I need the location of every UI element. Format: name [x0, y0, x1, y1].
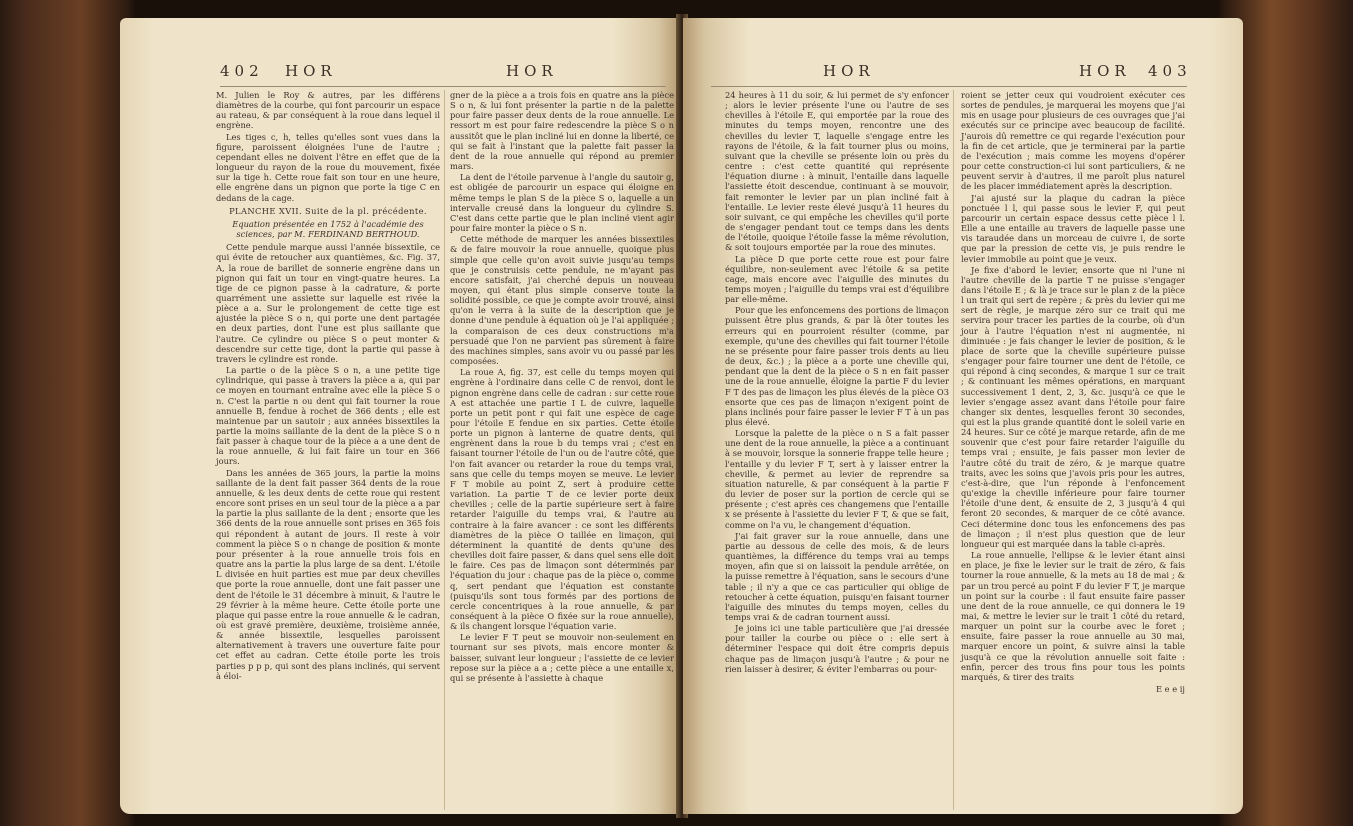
text-column-2	[450, 90, 674, 684]
paragraph: Cette méthode de marquer les années bissextiles & de faire mouvoir la roue annuelle, quoique plus simple que celle qu'on avoit suivie jusqu'au temps que je construisis cette pendule, ne m'ayant pas encore satisfait, j'ai cherché depuis un nouveau moyen, qui étant plus simple conserve toute la solidité possible, ce que je compte avoir trouvé, ainsi qu'on le verra à la suite de la description que je donne d'une pendule à équation où je l'ai appliquée ; la comparaison de ces deux constructions m'a persuadé que l'on ne parvient pas sûrement à faire des machines simples, sans avoir vu ou passé par les composées.	[450, 234, 674, 367]
column-divider	[953, 90, 954, 810]
paragraph: Pour que les enfoncemens des portions de limaçon puissent être plus grands, & par là ôter toutes les erreurs qui en pourroient résulter (comme, par exemple, qu'une des chevilles qui fait tourner l'étoile ne se présente pour faire passer trois dents au lieu de deux, &c.) ; la pièce a a porte une cheville qui, pendant que la dent de la pièce o S n en fait passer une de la roue annuelle, éloigne la partie F du levier F T des pas de limaçon les plus élevés de la pièce O3 ensorte que ces pas de limaçon n'exigent point de plans inclinés pour faire passer le levier F T à un pas plus élevé.	[725, 305, 949, 427]
paragraph: La roue annuelle, l'ellipse & le levier étant ainsi en place, je fixe le levier sur le trait de zéro, & fais tourner la roue annuelle, & la mets au 18 de mai ; & par un trou percé au point F du levier F T, je marque un point sur la courbe : il faut ensuite faire passer une dent de la roue annuelle, ce qui donnera le 19 mai, & mettre le levier sur le trait 1 côté du retard, marquer un point sur la courbe avec le foret ; ensuite, faire passer la roue annuelle au 30 mai, marquer encore un point, & suivre ainsi la table jusqu'à ce que la révolution annuelle soit faite : enfin, percer des trous fins pour tous les points marqués, & tirer des traits	[961, 550, 1185, 682]
paragraph: La roue A, fig. 37, est celle du temps moyen qui engrène à l'ordinaire dans celle C de renvoi, dont le pignon engrène dans celle de cadran : sur cette roue A est attachée une partie I L de cuivre, laquelle porte un petit pont r qui fait une espèce de cage pour l'étoile E fendue en six parties. Cette étoile porte un pignon à lanterne de quatre dents, qui engrènent dans la roue b du temps vrai ; c'est en faisant tourner l'étoile de l'un ou de l'autre côté, que l'on fait avancer ou retarder la roue du temps vrai, sans que celle du temps moyen se meuve. Le levier F T mobile au point Z, sert à produire cette variation. La partie T de ce levier porte deux chevilles ; celle de la partie supérieure sert à faire retarder l'aiguille du temps vrai, & l'autre au contraire à la faire avancer : ce sont les différents diamètres de la pièce O taillée en limaçon, qui déterminent la quantité de dents qu'une des chevilles doit faire passer, & dans quel sens elle doit le faire. Ces pas de limaçon sont déterminés par l'équation du jour : chaque pas de la pièce o, comme q, sert pendant que l'équation est constante (puisqu'ils sont tous formés par des portions de cercle concentriques à la roue annuelle, & par conséquent à la pièce O fixée sur la roue annuelle), & ils changent lorsque l'équation varie.	[450, 367, 674, 632]
paragraph: Cette pendule marque aussi l'année bissextile, ce qui évite de retoucher aux quantièmes, &c. Fig. 37, A, la roue de barillet de sonnerie engrène dans un pignon qui fait un tour en vingt-quatre heures. La tige de ce pignon passe à la cadrature, & porte quarrément une assiette sur laquelle est rivée la pièce a a. Sur le prolongement de cette tige est ajustée la pièce S o n, qui porte une dent partagée en deux parties, dont l'une est plus saillante que l'autre. Ce cylindre ou pièce S o peut monter & descendre sur cette tige, dont la partie qui passe à travers le cylindre est ronde.	[216, 242, 440, 364]
paragraph: Je fixe d'abord le levier, ensorte que ni l'une ni l'autre cheville de la partie T ne puisse s'engager dans l'étoile E ; & là je trace sur le plan z de la pièce l un trait qui sert de repère ; & près du levier qui me sert de règle, je marque zéro sur ce trait qui me servira pour tracer les parties de la courbe, où d'un jour à l'autre l'équation n'est ni augmentée, ni diminuée : je fais changer le levier de position, & le place de sorte que la cheville supérieure puisse s'engager pour faire tourner une dent de l'étoile, ce qui répond à cinq secondes, & marque 1 sur ce trait ; & continuant les mêmes opérations, en marquant successivement 1 dent, 2, 3, &c. jusqu'à ce que le levier s'engage assez avant dans l'étoile pour faire changer six dentes, lesquelles feront 30 secondes, qui est la plus grande quantité dont le soleil varie en 24 heures. Sur ce côté je marque retarde, afin de me souvenir que c'est pour faire retarder l'aiguille du temps vrai ; ensuite, je fais passer mon levier de l'autre côté du trait de zéro, & je marque quatre traits, avec les soins que j'avois pris pour les autres, c'est-à-dire, que l'un réponde à l'enfoncement qu'exige la cheville inférieure pour faire tourner l'étoile d'une dent, & ensuite de 2, 3 jusqu'à 4 qui feront 20 secondes, & marquer de ce côté avance. Ceci détermine donc tous les enfoncemens des pas de limaçon ; il n'est plus question que de leur longueur qui est marquée dans la table ci-après.	[961, 264, 1185, 549]
right-page	[683, 18, 1243, 814]
paragraph: La pièce D que porte cette roue est pour faire équilibre, non-seulement avec l'étoile & sa petite cage, mais encore avec l'aiguille des minutes du temps moyen ; l'aiguille du temps vrai est d'équilibre par elle-même.	[725, 253, 949, 305]
header-rule	[220, 86, 666, 87]
text-column-1	[216, 90, 440, 682]
page-number-left: 402	[220, 62, 264, 80]
paragraph: Les tiges c, h, telles qu'elles sont vues dans la figure, paroissent éloignées l'une de l'autre ; cependant elles ne doivent l'être en effet que de la longueur du rayon de la roue du mouvement, fixée sur la tige h. Cette roue fait son tour en une heure, elle engrène dans un pignon que porte la tige C en dedans de la cage.	[216, 131, 440, 203]
paragraph: Je joins ici une table particulière que j'ai dressée pour tailler la courbe ou pièce o : elle sert à déterminer l'espace qui doit être compris depuis chaque pas de limaçon jusqu'à l'autre ; & pour ne rien laisser à desirer, & éviter l'embarras ou pour-	[725, 623, 949, 674]
paragraph: La partie o de la pièce S o n, a une petite tige cylindrique, qui passe à travers la pièce a a, qui par ce moyen en tournant entraîne avec elle la pièce S o n. C'est la partie n ou dent qui fait tourner la roue annuelle B, fendue à rochet de 366 dents ; elle est maintenue par un sautoir ; aux années bissextiles la partie la moins saillante de la dent de la pièce S o n fait passer à chaque tour de la pièce a a une dent de la roue annuelle, & lui fait faire un tour en 366 jours.	[216, 365, 440, 467]
page-number-right: 403	[1148, 62, 1192, 80]
text-column-4	[961, 90, 1185, 695]
running-head-right-2: HOR	[1079, 62, 1131, 80]
paragraph: Dans les années de 365 jours, la partie la moins saillante de la dent fait passer 364 dents de la roue annuelle, & les deux dents de cette roue qui restent encore sont prises en un seul tour de la pièce a a par la partie la plus saillante de la dent ; ensorte que les 366 dents de la roue annuelle sont prises en 365 fois qui répondent à autant de jours. Il reste à voir comment la pièce S o n change de position & monte pour présenter à la roue annuelle trois fois en quatre ans la partie la plus large de sa dent. L'étoile L divisée en huit parties est mue par deux chevilles que porte la roue annuelle, dont une fait passer une dent de l'étoile le 31 décembre à minuit, & l'autre le 29 février à la même heure. Cette étoile porte une plaque qui passe entre la roue annuelle & le cadran, où est gravé première, deuxième, troisième année, & année bissextile, lesquelles paroissent alternativement à travers une ouverture faite pour cet effet au cadran. Cette étoile porte les trois parties p p p, qui sont des plans inclinés, qui servent à éloi-	[216, 467, 440, 681]
paragraph: roient se jetter ceux qui voudroient exécuter ces sortes de pendules, je marquerai les moyens que j'ai mis en usage pour plusieurs de ces ouvrages que j'ai exécutés sur ce principe avec beaucoup de facilité. J'aurois dû remettre ce qui regarde l'exécution pour la fin de cet article, que je terminerai par la partie de l'exécution ; mais comme les moyens d'opérer pour cette construction-ci lui sont particuliers, & ne peuvent servir à d'autres, il me paroît plus naturel de les placer immédiatement après la description.	[961, 90, 1185, 192]
paragraph: Le levier F T peut se mouvoir non-seulement en tournant sur ses pivots, mais encore monter & baisser, suivant leur longueur ; l'assiette de ce levier repose sur la pièce a a ; cette pièce a une entaille x, qui se présente à l'assiette à chaque	[450, 632, 674, 683]
signature-mark: E e e ij	[1155, 684, 1185, 695]
paragraph: M. Julien le Roy & autres, par les différens diamètres de la courbe, qui font parcourir un espace au rateau, & par conséquent à la roue dans lequel il engrène.	[216, 90, 440, 131]
section-title: PLANCHE XVII. Suite de la pl. précédente.	[229, 205, 427, 216]
paragraph: gner de la pièce a a trois fois en quatre ans la pièce S o n, & lui font présenter la partie n de la palette pour faire passer deux dents de la roue annuelle. Le ressort m est pour faire redescendre la pièce S o n aussitôt que le plan incliné lui en donne la liberté, ce qui se fait à l'instant que la palette fait passer la dent de la roue annuelle qui répond au premier mars.	[450, 90, 674, 172]
running-head-right-1: HOR	[823, 62, 875, 80]
paragraph: J'ai fait graver sur la roue annuelle, dans une partie au dessous de celle des mois, & de leurs quantièmes, la différence du temps vrai au temps moyen, afin que si on laissoit la pendule arrêtée, on la puisse remettre à l'équation, sans le secours d'une table ; il n'y a que ce cas particulier qui oblige de retoucher à cette équation, puisqu'en faisant tourner l'aiguille des minutes du temps moyen, celles du temps vrai & de cadran tournent aussi.	[725, 530, 949, 622]
left-page	[120, 18, 680, 814]
paragraph: La dent de l'étoile parvenue à l'angle du sautoir g, est obligée de parcourir un espace qui éloigne en même temps le plan S de la pièce S o, laquelle a un intervalle creusé dans la longueur du cylindre S. C'est dans cette partie que le plan incliné vient agir pour faire monter la pièce o S n.	[450, 172, 674, 234]
paragraph: 24 heures à 11 du soir, & lui permet de s'y enfoncer ; alors le levier présente l'une ou l'autre de ses chevilles à l'étoile E, qui emportée par la roue des minutes du temps moyen, rencontre une des chevilles du levier T, laquelle s'engage entre les rayons de l'étoile, & la fait tourner plus ou moins, suivant que la cheville se présente loin ou près du centre : c'est cette quantité qui représente l'équation diurne : à minuit, l'entaille dans laquelle l'assiette étoit descendue, continuant à se mouvoir, fait remonter le levier par un plan incliné fait à l'entaille. Le levier reste élevé jusqu'à 11 heures du soir suivant, ce qui empêche les chevilles qu'il porte de s'engager pendant tout ce temps dans les dents de l'étoile, quoique l'étoile fasse la même révolution, & soit toujours emportée par la roue des minutes.	[725, 90, 949, 253]
header-rule	[711, 86, 1187, 87]
paragraph: J'ai ajusté sur la plaque du cadran la pièce ponctuée l l, qui passe sous le levier F, qui peut parcourir un certain espace dessus cette pièce l l. Elle a une entaille au travers de laquelle passe une vis taraudée dans un morceau de cuivre i, de sorte que par la pression de cette vis, je puis rendre le levier immobile au point que je veux.	[961, 192, 1185, 264]
running-head-left-2: HOR	[506, 62, 558, 80]
running-head-left-1: HOR	[285, 62, 337, 80]
paragraph: Lorsque la palette de la pièce o n S a fait passer une dent de la roue annuelle, la pièce a a continuant à se mouvoir, lorsque la sonnerie frappe telle heure ; l'entaille y du levier F T, sert à y laisser entrer la cheville, & permet au levier de reprendre sa situation naturelle, & par conséquent à la partie F du levier de poser sur la portion de cercle qui se présente ; c'est après ces changemens que l'entaille x se présente à l'assiette du levier F T, & que se fait, comme on l'a vu, le changement d'équation.	[725, 428, 949, 530]
text-column-3	[725, 90, 949, 675]
section-subtitle: Equation présentée en 1752 à l'académie des sciences, par M. FERDINAND BERTHOUD.	[232, 218, 424, 240]
column-divider	[444, 90, 445, 810]
